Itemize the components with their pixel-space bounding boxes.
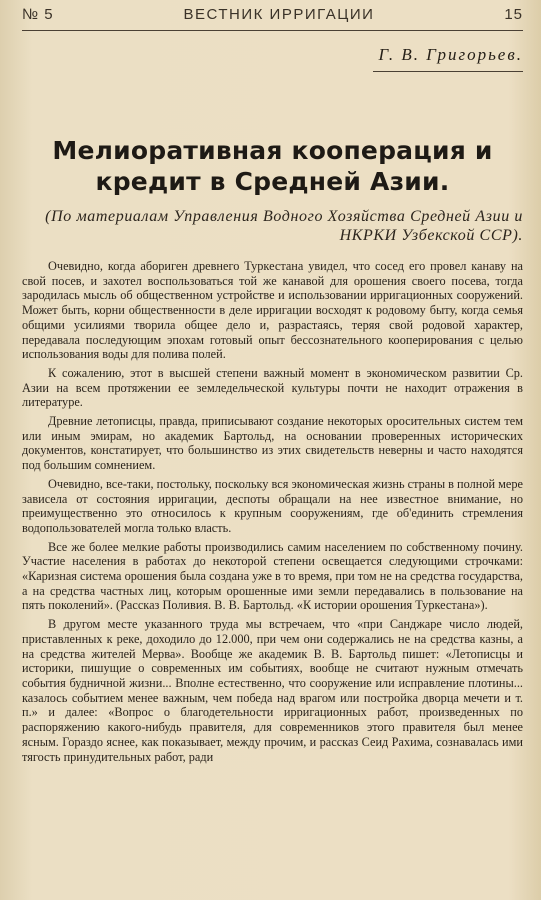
issue-number: № 5 [22,6,54,23]
journal-title: ВЕСТНИК ИРРИГАЦИИ [183,6,375,23]
paragraph: Очевидно, когда абориген древнего Туркестана увидел, что сосед его провел канаву на свой посев, и захотел воспользоваться той же канавой для орошения своего посева, тогда зародилась мысль об общественном устройстве и использовании ирригационных сооружений. Может быть, корни общественности в деле ирригации восходят к родовому быту, когда семья общими усилиями творила общее дело и, разрастаясь, теряя свой родовой характер, передавала последующим эпохам готовый опыт бессознательного кооперирования с целью использования воды для полива полей. [22,259,523,362]
author-name: Г. В. Григорьев. [378,45,523,64]
article-body [22,259,523,764]
page-number: 15 [504,6,523,23]
author-row [22,31,523,77]
article-title: Мелиоративная кооперация и кредит в Средней Азии. [52,136,493,196]
article-subtitle: (По материалам Управления Водного Хозяйства Средней Азии и НКРКИ Узбекской ССР). [45,208,523,244]
paragraph: Очевидно, все-таки, постольку, поскольку вся экономическая жизнь страны в полной мере зависела от состояния ирригации, деспоты обращали на нее известное внимание, но преимущественно это относилось к крупным сооружениям, где об'единить стремления водопользователей могла только власть. [22,476,523,535]
paragraph: В другом месте указанного труда мы встречаем, что «при Санджаре число людей, приставленных к реке, доходило до 12.000, при чем они содержались не на средства казны, а на средства жителей Мерва». Вообще же академик В. В. Бартольд пишет: «Летописцы и историки, пишущие о современных им событиях, вообще не считают нужным отмечать события будничной жизни... Вполне естественно, что сооружение или исправление плотины... казалось событием менее важным, чем победа над врагом или постройка дворца мечети и т. п.» и далее: «Вопрос о благодетельности ирригационных работ, произведенных по распоряжению какого-нибудь правителя, для современников этого правителя был менее ясным. Гораздо яснее, как показывает, между прочим, и рассказ Сеид Рахима, сознавалась ими тягость принудительных работ, ради [22,617,523,764]
running-head [22,6,523,30]
author-underline [373,71,523,72]
paragraph: Все же более мелкие работы производились самим населением по собственному почину. Участие населения в работах до некоторой степени освещается следующими строчками: «Каризная система орошения была создана уже в то время, при том не на средства государства, а на средства частных лиц, которым орошенные ими земли передавались в пользование на пять поколений». (Рассказ Поливия. В. В. Бартольд. «К истории орошения Туркестана»). [22,539,523,613]
paragraph: К сожалению, этот в высшей степени важный момент в экономическом развитии Ср. Азии на всем протяжении ее земледельческой культуры почти не находит отражения в литературе. [22,365,523,410]
paragraph: Древние летописцы, правда, приписывают создание некоторых оросительных систем тем или иным эмирам, но академик Бартольд, на основании проверенных исторических документов, констатирует, что большинство из этих свидетельств неверны и часто находятся под большим сомнением. [22,414,523,473]
